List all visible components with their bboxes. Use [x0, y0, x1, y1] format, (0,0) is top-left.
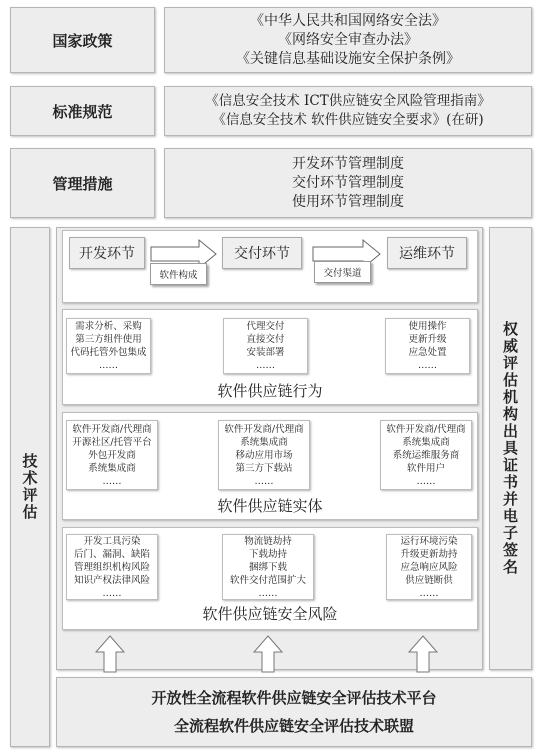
behavior-delivery-line-4: ……	[256, 360, 275, 371]
entity-delivery-line-3: 移动应用市场	[235, 449, 293, 461]
behavior-delivery-line-3: 安装部署	[246, 347, 285, 358]
entity-dev-line-5: ……	[102, 475, 122, 487]
certificate-label: 权威评估机构出具证书并电子签名	[501, 321, 519, 576]
behavior-dev-line-4: ……	[99, 360, 118, 371]
management-line-3: 使用环节管理制度	[292, 193, 404, 210]
behavior-dev-line-2: 第三方组件使用	[75, 334, 142, 345]
risk-delivery-line-2: 下载劫持	[248, 548, 287, 560]
risk-delivery-line-5: ……	[258, 587, 278, 599]
risk-delivery-box	[222, 534, 314, 600]
alliance-name: 全流程软件供应链安全评估技术联盟	[173, 717, 414, 735]
entity-delivery-line-4: 第三方下载站	[235, 462, 293, 474]
entity-delivery-line-2: 系统集成商	[240, 436, 288, 448]
policy-line-1: 《中华人民共和国网络安全法》	[250, 12, 446, 29]
stage-operations: 运维环节	[387, 237, 467, 269]
standards-label: 标准规范	[52, 102, 113, 121]
platform-name: 开放性全流程软件供应链安全评估技术平台	[151, 689, 437, 707]
entity-delivery-line-5: ……	[254, 475, 274, 487]
risk-delivery-line-4: 软件交付范围扩大	[229, 574, 306, 586]
risk-dev-line-5: ……	[102, 587, 122, 599]
behavior-delivery-box	[223, 318, 308, 374]
entity-title: 软件供应链实体	[217, 497, 323, 515]
risk-title: 软件供应链安全风险	[202, 605, 338, 623]
policy-lines	[164, 7, 532, 73]
management-line-2: 交付环节管理制度	[292, 174, 404, 191]
standards-line-1: 《信息安全技术 ICT供应链安全风险管理指南》	[205, 93, 491, 109]
entity-ops-line-3: 系统运维服务商	[392, 449, 460, 461]
entity-ops-line-2: 系统集成商	[402, 436, 450, 448]
entity-delivery-box	[218, 420, 310, 490]
risk-delivery-line-1: 物流链劫持	[244, 535, 292, 547]
risk-ops-line-3: 应急响应风险	[400, 561, 458, 573]
behavior-dev-box	[66, 318, 151, 374]
behavior-ops-line-3: 应急处置	[408, 347, 447, 358]
tech-assessment-label: 技术评估	[20, 453, 39, 521]
policy-line-3: 《关键信息基础设施安全保护条例》	[236, 50, 460, 67]
stage-delivery: 交付环节	[222, 237, 302, 269]
risk-ops-line-1: 运行环境污染	[400, 535, 458, 547]
risk-ops-line-5: ……	[419, 587, 439, 599]
behavior-title: 软件供应链行为	[217, 382, 323, 400]
behavior-delivery-line-2: 直接交付	[246, 334, 285, 345]
stage-development: 开发环节	[69, 237, 145, 269]
entity-ops-line-5: ……	[416, 475, 436, 487]
risk-dev-line-1: 开发工具污染	[83, 535, 141, 547]
standards-line-2: 《信息安全技术 软件供应链安全要求》(在研)	[212, 112, 484, 128]
entity-dev-line-4: 系统集成商	[88, 462, 136, 474]
behavior-ops-line-4: ……	[418, 360, 437, 371]
policy-label: 国家政策	[52, 31, 113, 50]
up-arrow-right	[408, 635, 438, 673]
risk-dev-line-2: 后门、漏洞、缺陷	[73, 548, 150, 560]
up-arrow-left	[95, 635, 125, 673]
risk-dev-line-3: 管理组织机构风险	[73, 561, 150, 573]
risk-ops-line-2: 升级更新劫持	[400, 548, 458, 560]
software-composition-tag: 软件构成	[150, 263, 207, 285]
entity-dev-line-3: 外包开发商	[88, 449, 136, 461]
risk-ops-line-4: 供应链断供	[405, 574, 453, 586]
entity-dev-line-1: 软件开发商/代理商	[72, 423, 152, 435]
management-line-1: 开发环节管理制度	[292, 155, 404, 172]
behavior-dev-line-1: 需求分析、采购	[75, 321, 142, 332]
delivery-channel-tag: 交付渠道	[314, 261, 371, 283]
risk-delivery-line-3: 捆绑下载	[248, 561, 287, 573]
entity-ops-line-1: 软件开发商/代理商	[386, 423, 466, 435]
risk-dev-line-4: 知识产权法律风险	[73, 574, 150, 586]
behavior-dev-line-3: 代码托管外包集成	[70, 347, 147, 358]
entity-ops-line-4: 软件用户	[406, 462, 445, 474]
behavior-ops-line-2: 更新升级	[408, 334, 447, 345]
management-lines	[164, 148, 532, 218]
risk-ops-box	[386, 534, 472, 600]
management-label: 管理措施	[52, 174, 113, 193]
risk-dev-box	[66, 534, 158, 600]
entity-ops-box	[380, 420, 472, 490]
behavior-ops-box	[385, 318, 470, 374]
standards-lines	[164, 86, 532, 136]
entity-dev-box	[66, 420, 158, 490]
policy-line-2: 《网络安全审查办法》	[278, 31, 418, 48]
up-arrow-center	[253, 635, 283, 673]
platform-lines	[56, 677, 532, 747]
entity-delivery-line-1: 软件开发商/代理商	[224, 423, 304, 435]
behavior-ops-line-1: 使用操作	[408, 321, 447, 332]
entity-dev-line-2: 开源社区/托管平台	[72, 436, 152, 448]
behavior-delivery-line-1: 代理交付	[246, 321, 285, 332]
